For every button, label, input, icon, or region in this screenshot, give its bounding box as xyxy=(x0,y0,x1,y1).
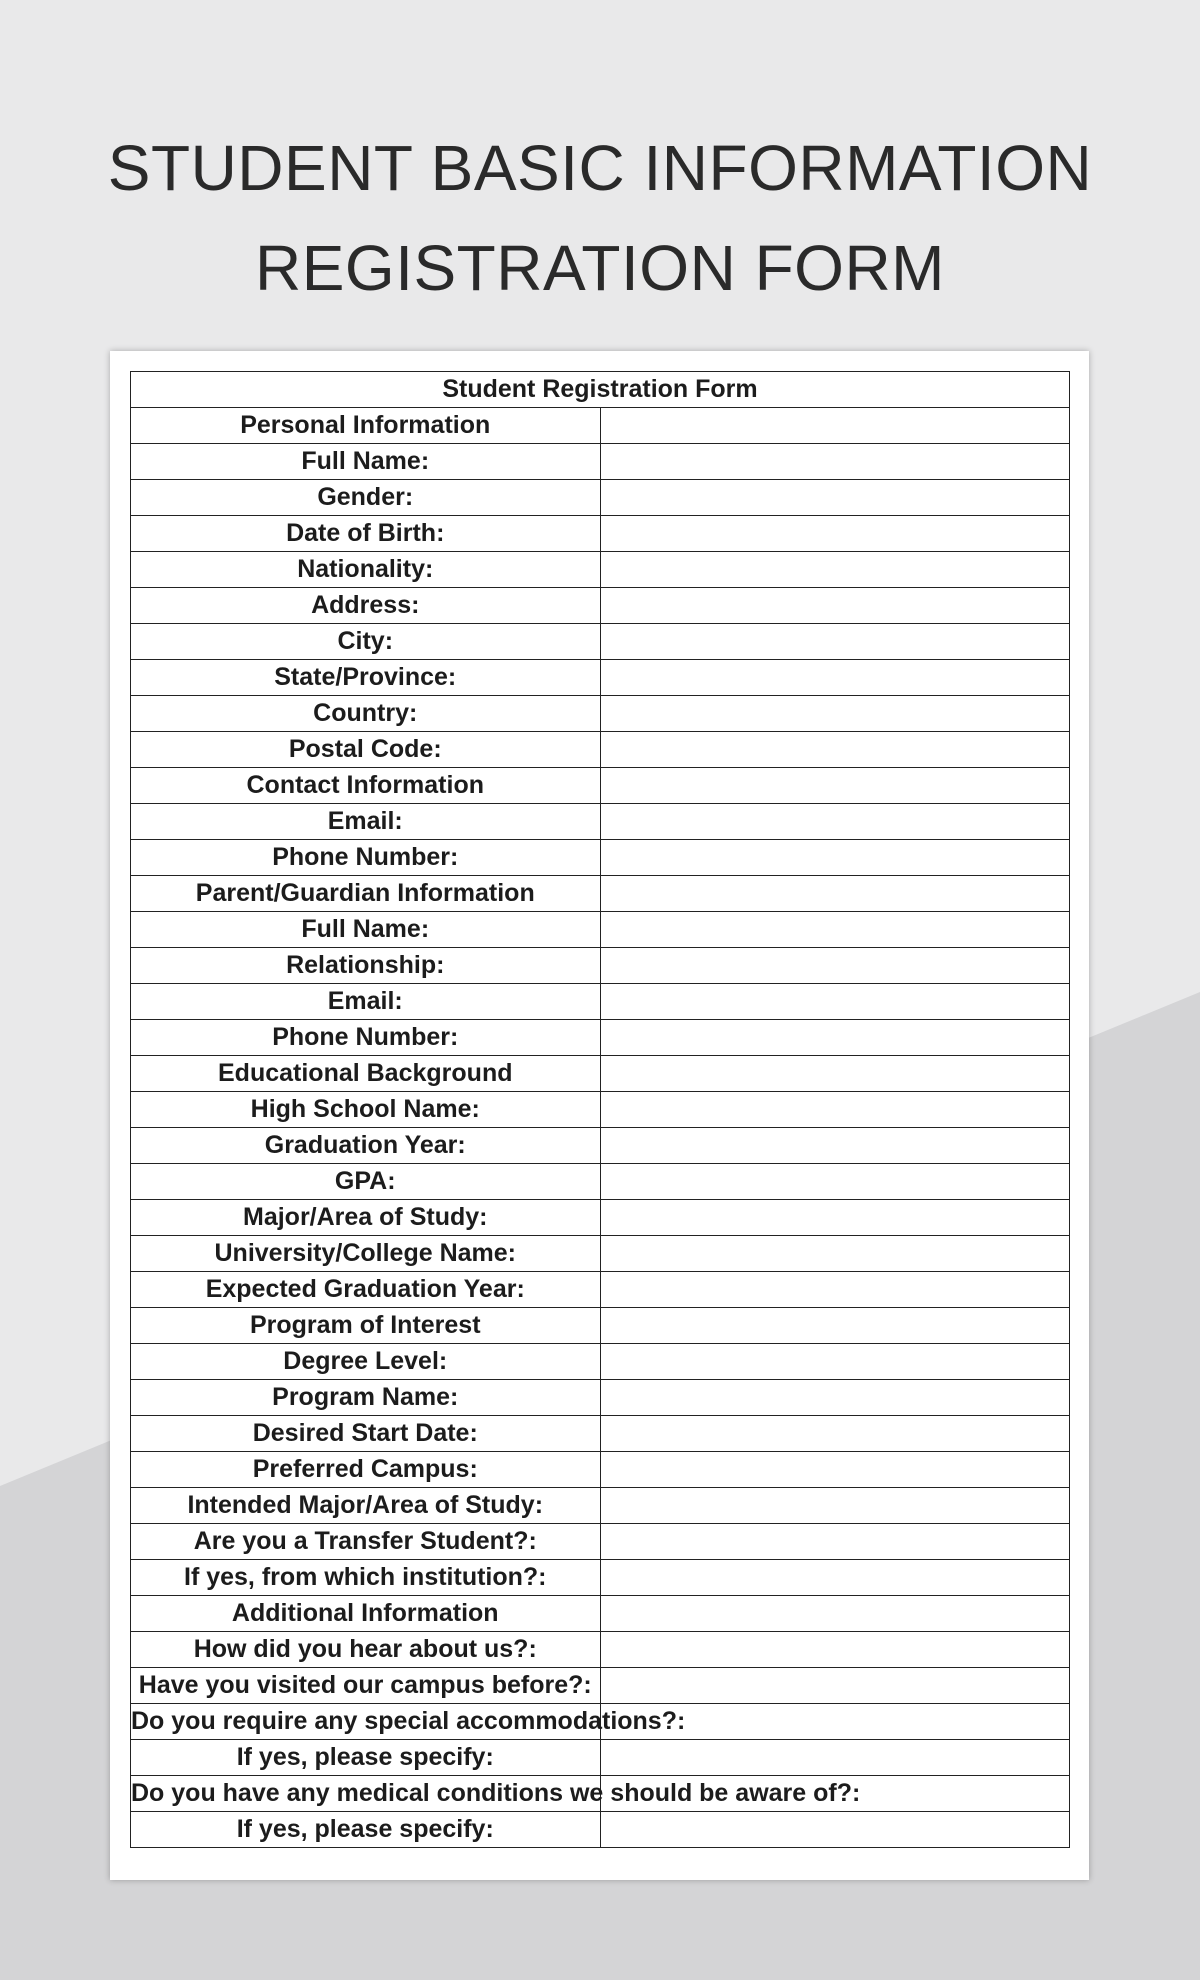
form-field-label: Contact Information xyxy=(131,768,601,804)
form-field-label: Program Name: xyxy=(131,1380,601,1416)
form-field-label: State/Province: xyxy=(131,660,601,696)
form-row xyxy=(131,1596,1070,1632)
form-field-label: Relationship: xyxy=(131,948,601,984)
form-field-value[interactable] xyxy=(600,660,1070,696)
form-row xyxy=(131,1488,1070,1524)
form-field-label: University/College Name: xyxy=(131,1236,601,1272)
form-row xyxy=(131,1344,1070,1380)
form-field-value[interactable] xyxy=(600,1452,1070,1488)
form-row xyxy=(131,804,1070,840)
form-heading-row xyxy=(131,372,1070,408)
form-field-label: Intended Major/Area of Study: xyxy=(131,1488,601,1524)
form-sheet xyxy=(110,351,1089,1880)
form-field-label: Full Name: xyxy=(131,444,601,480)
form-field-value[interactable] xyxy=(600,1056,1070,1092)
form-field-label: Gender: xyxy=(131,480,601,516)
form-field-label: If yes, from which institution?: xyxy=(131,1560,601,1596)
form-row xyxy=(131,1236,1070,1272)
form-field-label: Degree Level: xyxy=(131,1344,601,1380)
form-field-value[interactable] xyxy=(600,1596,1070,1632)
form-field-label: Do you require any special accommodations?: xyxy=(131,1704,601,1740)
form-field-value[interactable] xyxy=(600,1812,1070,1848)
form-field-value[interactable] xyxy=(600,624,1070,660)
form-field-label: City: xyxy=(131,624,601,660)
form-field-value[interactable] xyxy=(600,768,1070,804)
form-field-label: Expected Graduation Year: xyxy=(131,1272,601,1308)
form-field-label: Preferred Campus: xyxy=(131,1452,601,1488)
form-field-label: Date of Birth: xyxy=(131,516,601,552)
form-row xyxy=(131,1452,1070,1488)
form-row xyxy=(131,1416,1070,1452)
registration-form-table xyxy=(130,371,1070,1848)
form-field-label: If yes, please specify: xyxy=(131,1812,601,1848)
page-title xyxy=(0,118,1200,318)
form-field-value[interactable] xyxy=(600,840,1070,876)
form-row xyxy=(131,1164,1070,1200)
form-field-value[interactable] xyxy=(600,480,1070,516)
form-field-value[interactable] xyxy=(600,804,1070,840)
form-field-value[interactable] xyxy=(600,1092,1070,1128)
form-heading: Student Registration Form xyxy=(131,372,1070,408)
form-field-value[interactable] xyxy=(600,1524,1070,1560)
form-row xyxy=(131,516,1070,552)
form-row xyxy=(131,408,1070,444)
form-field-label: Additional Information xyxy=(131,1596,601,1632)
form-field-value[interactable] xyxy=(600,984,1070,1020)
form-row xyxy=(131,552,1070,588)
form-row xyxy=(131,1632,1070,1668)
form-row xyxy=(131,1128,1070,1164)
form-field-label: How did you hear about us?: xyxy=(131,1632,601,1668)
form-field-label: Educational Background xyxy=(131,1056,601,1092)
form-field-value[interactable] xyxy=(600,1272,1070,1308)
form-row xyxy=(131,1812,1070,1848)
form-field-label: Program of Interest xyxy=(131,1308,601,1344)
form-field-value[interactable] xyxy=(600,876,1070,912)
form-field-value[interactable] xyxy=(600,1200,1070,1236)
form-field-value[interactable] xyxy=(600,1308,1070,1344)
form-field-value[interactable] xyxy=(600,1380,1070,1416)
form-row xyxy=(131,912,1070,948)
form-field-label: Full Name: xyxy=(131,912,601,948)
form-row xyxy=(131,1056,1070,1092)
form-field-label: Phone Number: xyxy=(131,840,601,876)
form-field-label: Country: xyxy=(131,696,601,732)
form-row xyxy=(131,1776,1070,1812)
form-field-label: Address: xyxy=(131,588,601,624)
form-field-value[interactable] xyxy=(600,1236,1070,1272)
form-field-value[interactable] xyxy=(600,588,1070,624)
form-row xyxy=(131,1308,1070,1344)
form-field-value[interactable] xyxy=(600,1164,1070,1200)
form-field-label: Parent/Guardian Information xyxy=(131,876,601,912)
form-row xyxy=(131,480,1070,516)
form-field-label: Personal Information xyxy=(131,408,601,444)
form-row xyxy=(131,984,1070,1020)
form-field-label: Postal Code: xyxy=(131,732,601,768)
form-row xyxy=(131,1740,1070,1776)
form-row xyxy=(131,1380,1070,1416)
form-row xyxy=(131,624,1070,660)
form-field-label: Nationality: xyxy=(131,552,601,588)
form-field-value[interactable] xyxy=(600,1020,1070,1056)
form-row xyxy=(131,948,1070,984)
form-row xyxy=(131,1668,1070,1704)
page-title-line-1: STUDENT BASIC INFORMATION xyxy=(107,132,1093,204)
form-field-value[interactable] xyxy=(600,1632,1070,1668)
form-field-label: High School Name: xyxy=(131,1092,601,1128)
form-field-label: Graduation Year: xyxy=(131,1128,601,1164)
form-row xyxy=(131,1020,1070,1056)
form-field-value[interactable] xyxy=(600,948,1070,984)
form-field-value[interactable] xyxy=(600,552,1070,588)
form-row xyxy=(131,768,1070,804)
form-field-label: Email: xyxy=(131,984,601,1020)
form-field-label: Are you a Transfer Student?: xyxy=(131,1524,601,1560)
form-field-label: Email: xyxy=(131,804,601,840)
form-field-value[interactable] xyxy=(600,444,1070,480)
form-row xyxy=(131,1272,1070,1308)
form-field-label: If yes, please specify: xyxy=(131,1740,601,1776)
form-row xyxy=(131,1704,1070,1740)
form-row xyxy=(131,660,1070,696)
form-field-value[interactable] xyxy=(600,912,1070,948)
form-field-value[interactable] xyxy=(600,1740,1070,1776)
form-row xyxy=(131,1200,1070,1236)
form-row xyxy=(131,588,1070,624)
form-field-label: Desired Start Date: xyxy=(131,1416,601,1452)
form-row xyxy=(131,1524,1070,1560)
form-row xyxy=(131,732,1070,768)
page-title-line-2: REGISTRATION FORM xyxy=(255,232,945,304)
form-row xyxy=(131,444,1070,480)
form-field-label: Do you have any medical conditions we should be aware of?: xyxy=(131,1776,601,1812)
form-field-value[interactable] xyxy=(600,1416,1070,1452)
form-field-value[interactable] xyxy=(600,696,1070,732)
form-row xyxy=(131,840,1070,876)
form-field-value[interactable] xyxy=(600,1560,1070,1596)
form-field-label: Phone Number: xyxy=(131,1020,601,1056)
form-row xyxy=(131,1560,1070,1596)
form-field-label: GPA: xyxy=(131,1164,601,1200)
form-field-value[interactable] xyxy=(600,1488,1070,1524)
form-row xyxy=(131,876,1070,912)
form-field-value[interactable] xyxy=(600,516,1070,552)
form-row xyxy=(131,1092,1070,1128)
form-field-label: Have you visited our campus before?: xyxy=(131,1668,601,1704)
form-field-label: Major/Area of Study: xyxy=(131,1200,601,1236)
form-field-value[interactable] xyxy=(600,732,1070,768)
form-field-value[interactable] xyxy=(600,408,1070,444)
form-field-value[interactable] xyxy=(600,1128,1070,1164)
form-field-value[interactable] xyxy=(600,1668,1070,1704)
form-row xyxy=(131,696,1070,732)
form-field-value[interactable] xyxy=(600,1344,1070,1380)
